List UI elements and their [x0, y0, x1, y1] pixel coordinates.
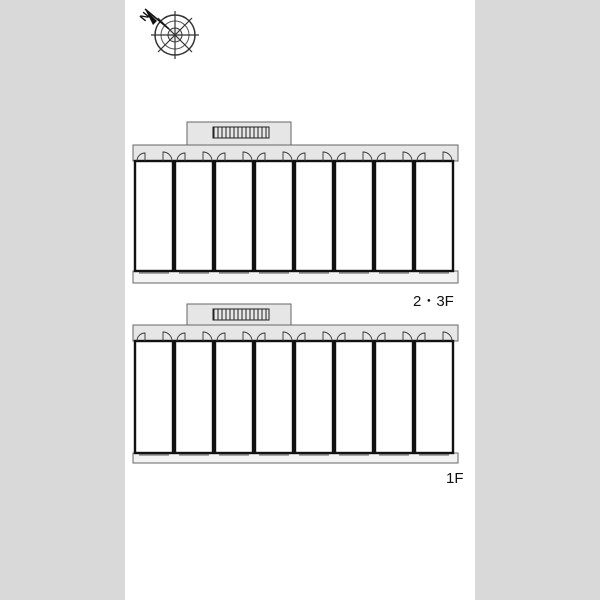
unit-room: [295, 161, 333, 271]
unit-room: [175, 161, 213, 271]
unit-room: [135, 341, 173, 453]
corridor: [133, 325, 458, 341]
unit-room: [375, 161, 413, 271]
stair-landing: [187, 304, 291, 327]
corridor: [133, 145, 458, 161]
unit-room: [175, 341, 213, 453]
unit-room: [375, 341, 413, 453]
unit-room: [255, 341, 293, 453]
floor-label-upper: 2・3F: [413, 293, 454, 310]
unit-room: [255, 161, 293, 271]
unit-room: [415, 161, 453, 271]
floor-upper: [133, 122, 458, 283]
unit-room: [415, 341, 453, 453]
stair-landing: [187, 122, 291, 147]
unit-room: [335, 341, 373, 453]
unit-room: [335, 161, 373, 271]
unit-room: [215, 161, 253, 271]
unit-room: [215, 341, 253, 453]
unit-room: [295, 341, 333, 453]
floor-label-ground: 1F: [446, 470, 464, 487]
unit-room: [135, 161, 173, 271]
compass-north-label: N: [137, 10, 153, 24]
floor-ground: [133, 304, 458, 463]
